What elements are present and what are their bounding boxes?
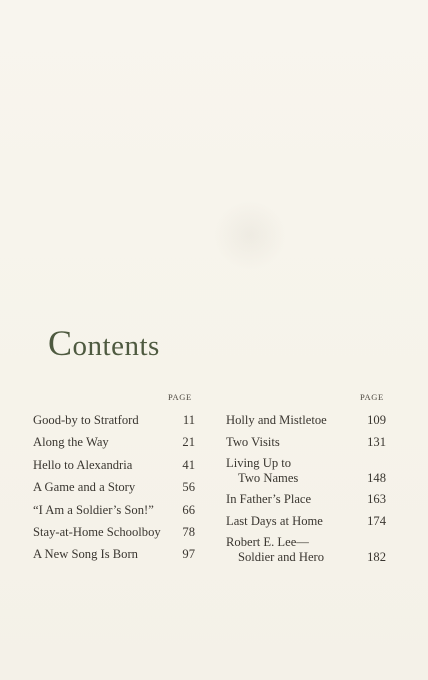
toc-entry[interactable] [33, 431, 195, 453]
toc-entry-page: 56 [182, 480, 195, 495]
toc-entry-title: In Father’s Place [226, 491, 312, 506]
toc-entry-title: Living Up to [226, 455, 292, 470]
toc-entry-title: Robert E. Lee— [226, 534, 309, 549]
toc-entry-page: 131 [367, 435, 386, 450]
toc-entry[interactable] [33, 499, 195, 521]
toc-entry-page: 182 [367, 549, 386, 564]
toc-entry-title: Two Visits [226, 435, 280, 450]
toc-entry-page: 97 [182, 547, 195, 562]
toc-entry-title: Stay-at-Home Schoolboy [33, 525, 161, 540]
toc-entry[interactable] [226, 454, 386, 488]
toc-entry[interactable] [33, 409, 195, 431]
toc-entry-page: 148 [367, 470, 386, 485]
page-column-heading-left: PAGE [168, 392, 192, 402]
toc-entry-page: 174 [367, 514, 386, 529]
toc-entry-title: Along the Way [33, 435, 109, 450]
toc-entry[interactable] [33, 476, 195, 498]
toc-entry-page: 163 [367, 491, 386, 506]
toc-entry[interactable] [33, 521, 195, 543]
toc-entry[interactable] [226, 488, 386, 510]
toc-entry-page: 78 [182, 525, 195, 540]
toc-entry-title: Holly and Mistletoe [226, 413, 327, 427]
toc-entry-page: 11 [182, 413, 195, 427]
contents-heading [48, 322, 160, 364]
toc-entry-title: “I Am a Soldier’s Son!” [33, 502, 154, 517]
toc-entry-page: 41 [182, 457, 195, 472]
page-column-heading-right: PAGE [360, 392, 384, 402]
contents-heading-initial: C [48, 323, 73, 363]
contents-heading-rest: ontents [72, 330, 160, 362]
toc-entry-title: Hello to Alexandria [33, 457, 133, 472]
toc-entry[interactable] [226, 533, 386, 567]
toc-entry[interactable] [226, 510, 386, 532]
toc-entry[interactable] [226, 409, 386, 431]
toc-entry-title: A New Song Is Born [33, 547, 138, 562]
toc-entry-page: 109 [367, 413, 386, 427]
toc-entry-title-continuation: Soldier and Hero [238, 549, 325, 564]
toc-entry[interactable] [33, 543, 195, 565]
bleed-through-emblem [214, 200, 286, 270]
toc-right-column [226, 409, 386, 567]
toc-entry-page: 66 [182, 502, 195, 517]
toc-entry-title: A Game and a Story [33, 480, 136, 495]
toc-entry-title: Good-by to Stratford [33, 413, 139, 427]
toc-entry-page: 21 [182, 435, 195, 450]
toc-entry-title-continuation: Two Names [238, 470, 299, 485]
toc-left-column [33, 409, 195, 566]
toc-entry-title: Last Days at Home [226, 514, 323, 529]
toc-entry[interactable] [33, 454, 195, 476]
toc-entry[interactable] [226, 431, 386, 453]
